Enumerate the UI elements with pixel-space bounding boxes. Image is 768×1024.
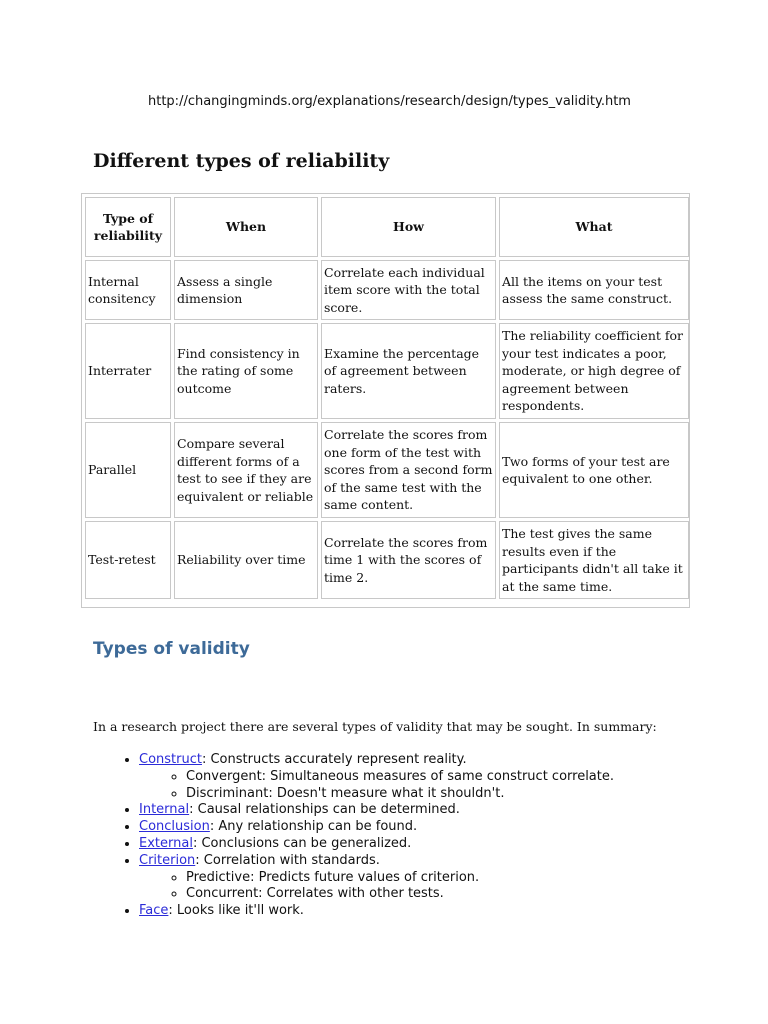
list-item: [139, 802, 699, 819]
header-when: When: [174, 197, 318, 257]
validity-title: Types of validity: [93, 639, 250, 659]
table-row: [85, 323, 689, 419]
cell-what: Two forms of your test are equivalent to one other.: [499, 422, 689, 518]
cell-how: Correlate the scores from one form of the test with scores from a second form of the same test with the same content.: [321, 422, 496, 518]
reliability-title: Different types of reliability: [93, 150, 390, 172]
table-row: [85, 521, 689, 599]
link-construct[interactable]: Construct: [139, 752, 202, 767]
sub-list-item: ◦ Convergent: Simultaneous measures of same construct correlate.: [186, 769, 699, 786]
cell-how: Examine the percentage of agreement between raters.: [321, 323, 496, 419]
table-header-row: [85, 197, 689, 257]
list-item: [139, 903, 699, 920]
header-how: How: [321, 197, 496, 257]
cell-type: Parallel: [85, 422, 171, 518]
source-url: http://changingminds.org/explanations/research/design/types_validity.htm: [148, 94, 631, 109]
cell-how: Correlate the scores from time 1 with the scores of time 2.: [321, 521, 496, 599]
cell-when: Assess a single dimension: [174, 260, 318, 320]
table-row: [85, 260, 689, 320]
list-item: [139, 853, 699, 903]
cell-when: Compare several different forms of a test to see if they are equivalent or reliable: [174, 422, 318, 518]
validity-list: [108, 752, 699, 920]
cell-what: The test gives the same results even if the participants didn't all take it at the same time.: [499, 521, 689, 599]
sub-list-item: ◦ Predictive: Predicts future values of criterion.: [186, 870, 699, 887]
item-text: : Causal relationships can be determined.: [189, 802, 460, 818]
link-conclusion[interactable]: Conclusion: [139, 819, 210, 835]
item-text: : Looks like it'll work.: [168, 903, 304, 919]
cell-when: Find consistency in the rating of some outcome: [174, 323, 318, 419]
reliability-table: [81, 193, 690, 608]
item-text: : Any relationship can be found.: [209, 819, 418, 835]
cell-what: All the items on your test assess the same construct.: [499, 260, 689, 320]
list-item: [139, 836, 699, 853]
link-criterion[interactable]: Criterion: [139, 852, 196, 868]
cell-what: The reliability coefficient for your test indicates a poor, moderate, or high degree of agreement between respondents.: [499, 323, 689, 419]
validity-intro: In a research project there are several types of validity that may be sought. In summary:: [93, 719, 657, 734]
table-row: [85, 422, 689, 518]
sub-list-item: ◦ Discriminant: Doesn't measure what it shouldn't.: [186, 786, 699, 803]
link-internal[interactable]: Internal: [139, 802, 190, 818]
header-type: Type of reliability: [85, 197, 171, 257]
item-text: : Conclusions can be generalized.: [192, 835, 412, 851]
link-external[interactable]: External: [139, 835, 193, 851]
cell-how: Correlate each individual item score with the total score.: [321, 260, 496, 320]
cell-when: Reliability over time: [174, 521, 318, 599]
list-item: [139, 752, 699, 802]
header-what: What: [499, 197, 689, 257]
link-face[interactable]: Face: [139, 903, 169, 919]
cell-type: Interrater: [85, 323, 171, 419]
item-text: : Constructs accurately represent reality.: [201, 752, 467, 767]
cell-type: Internal consitency: [85, 260, 171, 320]
item-text: : Correlation with standards.: [195, 852, 380, 868]
sub-list-item: ◦ Concurrent: Correlates with other tests.: [186, 886, 699, 903]
list-item: [139, 819, 699, 836]
cell-type: Test-retest: [85, 521, 171, 599]
